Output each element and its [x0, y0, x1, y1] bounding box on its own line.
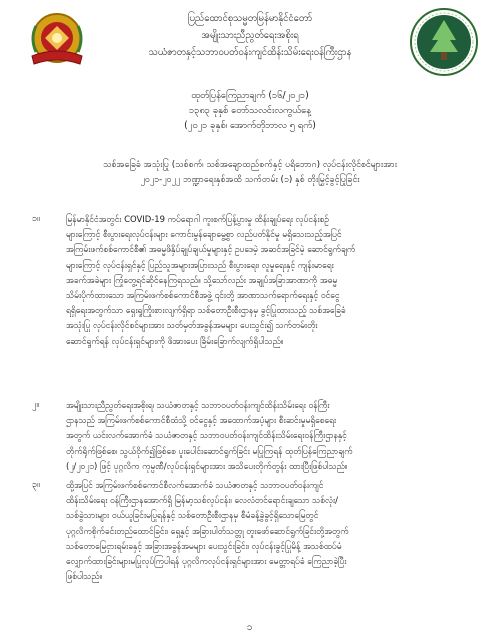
paragraph-line: များကြောင့် စီးပွားရေးလုပ်ငန်းများ ကောင်းမွန်ချောမွေ့စွာ လည်ပတ်နိုင်မှု မရှိသေးသည့်အပြင်: [66, 229, 342, 240]
notice-block: [80, 88, 420, 133]
paragraph-line: အတွက် ယင်းလက်အောက်ခံ သယံဇာတနှင့် သဘာဝပတ်ဝန်းကျင်ထိန်းသိမ်းရေးဝန်ကြီးဌာနနှင့်: [66, 430, 347, 441]
ministry-header: [100, 10, 400, 61]
paragraph-line: ရရှိရေးအတွက်သာ ရှေးရှုကြိုးစားလျက်ရှိရာ သစ်တောဦးစီးဌာနမှ ခွင့်ပြုထားသည့် သစ်အခြေခံ: [66, 305, 346, 316]
page-number: ၁: [246, 622, 253, 633]
subject-heading: [40, 158, 460, 188]
paragraph-line: ဖြစ်ပါသည်။: [66, 571, 103, 582]
notice-title: ထုတ်ပြန်ကြေညာချက် (၁၆/၂၀၂၁): [191, 90, 309, 101]
paragraph-number: ၁။: [32, 214, 40, 224]
paragraph-line: လျှောက်ထားခြင်းများမပြုလုပ်ကြပါရန် ပုဂ္ဂလိကလုပ်ငန်းရှင်များအား မေတ္တာရပ်ခံ ကြေညာခဲ့ပြီး: [66, 556, 347, 567]
paragraph-line: မြန်မာနိုင်ငံအတွင်း COVID-19 ကပ်ရောဂါ ကူးစက်ပြန့်ပွားမှု ထိန်းချုပ်ရေး လုပ်ငန်းစဉ်: [66, 214, 329, 224]
paragraph-line: ပုဂ္ဂလိကစိုက်ခင်းတည်ထောင်ခြင်း၊ ရှေ့နှင့် အခြားပါတ်သတ္တု တူးဖော်ဆောင်ရွက်ခြင်းတို့အတွက်: [66, 525, 349, 536]
paragraph-line: (၂/၂၀၂၁) ဖြင့် ပုဂ္ဂလိက ကုမ္ပဏီ/လုပ်ငန်းရှင်များအား အသိပေးတိုက်တွန်း ထားပြီးဖြစ်ပါသည်။: [66, 460, 348, 471]
notice-date-gregorian: (၂၀၂၁ ခုနှစ်၊ အောက်တိုဘာလ ၅ ရက်): [184, 120, 316, 131]
paragraph-line: သိမ်းပိုက်ထားသော အကြမ်းဖက်စစ်ကောင်စီအဖွဲ့ ၎င်းတို့ အာဏာသက်ရောက်ရေးနှင့် ဝင်ငွေ: [66, 290, 340, 301]
paragraph-line: အခက်အခဲများ ကြုံတွေ့ရင်ဆိုင်နေကြရသည်။ သို့သော်လည်း အချုပ်အခြာအာဏာကို အဓမ္မ: [66, 274, 338, 285]
paragraph-3: [32, 478, 486, 584]
header-government: အမျိုးသားညီညွတ်ရေးအစိုးရ: [201, 30, 299, 41]
header-country: ပြည်ထောင်စုသမ္မတမြန်မာနိုင်ငံတော်: [188, 13, 312, 24]
paragraph-number: ၃။: [32, 480, 40, 490]
paragraph-line: တိုက်ရိုက်ဖြစ်စေ၊ သွယ်ဝိုက်၍ဖြစ်စေ ပူးပေါင်းဆောင်ရွက်ခြင်း မပြုကြရန် ထုတ်ပြန်ကြေညာချက်: [66, 445, 353, 456]
paragraph-line: ဆောင်ရွက်ရန် လုပ်ငန်းရှင်များကို ဖိအားပေး ခြိမ်းခြောက်လျက်ရှိပါသည်။: [66, 335, 284, 346]
paragraph-line: အမျိုးသားညီညွတ်ရေးအစိုးရ၊ သယံဇာတနှင့် သဘာဝပတ်ဝန်းကျင်ထိန်းသိမ်းရေး ဝန်ကြီး: [66, 400, 330, 410]
paragraph-2: [32, 398, 486, 474]
state-seal-emblem: [22, 6, 92, 76]
subject-line: သစ်အခြေခံ အသုံးပြု (သစ်စက်၊ သစ်အချောထည်စက်နှင့် ပရိဘောဂ) လုပ်ငန်းလိုင်စင်များအား: [102, 160, 397, 170]
paragraph-line: သစ်တောမြေငှားရမ်းခနှင့် အခြားအခွန်အမများ ပေးသွင်းခြင်း၊ လုပ်ငန်းခွင့်ပြုမိန့် အသစ်ထပ်မံ: [66, 540, 342, 551]
paragraph-line: များကြောင့် လုပ်ငန်းရှင်နှင့် ပြည်သူအများအပြားသည် စီးပွားရေး၊ လူမှုရေးနှင့် ကျန်းမာရေး: [66, 259, 334, 270]
paragraph-line: ထို့အပြင် အကြမ်းဖက်စစ်ကောင်စီလက်အောက်ခံ သယံဇာတနှင့် သဘာဝပတ်ဝန်းကျင်: [66, 480, 324, 490]
paragraph-number: ၂။: [32, 400, 40, 410]
subject-line: ၂၀၂၁-၂၀၂၂ ဘဏ္ဍာရေးနှစ်အထိ သက်တမ်း (၁) နှစ် တိုးမြှင့်ခွင့်ပြုခြင်း: [140, 175, 360, 185]
paragraph-line: အကြမ်းဖက်စစ်ကောင်စီ၏ အဓမ္မဖိနှိပ်ချုပ်ချယ်မှုများနှင့် ဥပဒေမဲ့ အဆင်အခြင်မဲ့ ဆောင်ရွက်ချက်: [66, 244, 356, 255]
header-ministry: သယံဇာတနှင့်သဘာဝပတ်ဝန်းကျင်ထိန်းသိမ်းရေးဝန်ကြီးဌာန: [148, 47, 352, 58]
paragraph-line: ဌာနသည် အကြမ်းဖက်စစ်ကောင်စီထံသို့ ဝင်ငွေနှင့် အထောက်အပံ့များ စီးဆင်းမှုမရှိစေရေး: [66, 415, 337, 426]
paragraph-line: သစ်ခွဲသားများ ဝယ်ယူခြင်းမပြုရန်နှင့် သစ်တောဦးစီးဌာနမှ စီမံခန့်ခွဲခွင့်ရှိသောမြေတွင်: [66, 510, 319, 521]
ministry-logo-emblem: [408, 6, 480, 78]
paragraph-line: ထိန်းသိမ်းရေး ဝန်ကြီးဌာနအောက်ရှိ မြန်မာ့သစ်လုပ်ငန်း၊ လေလံတင်ရောင်းချသော သစ်လုံး/: [66, 495, 338, 506]
notice-date-myanmar: ၁၃၈၃ ခုနှစ် တော်သလင်းလကွယ်နေ့: [188, 105, 311, 116]
paragraph-line: အသုံးပြု လုပ်ငန်းလိုင်စင်များအား သတ်မှတ်အခွန်အမများ ပေးသွင်း၍ သက်တမ်းတိုး: [66, 320, 318, 331]
paragraph-1: [32, 212, 486, 349]
